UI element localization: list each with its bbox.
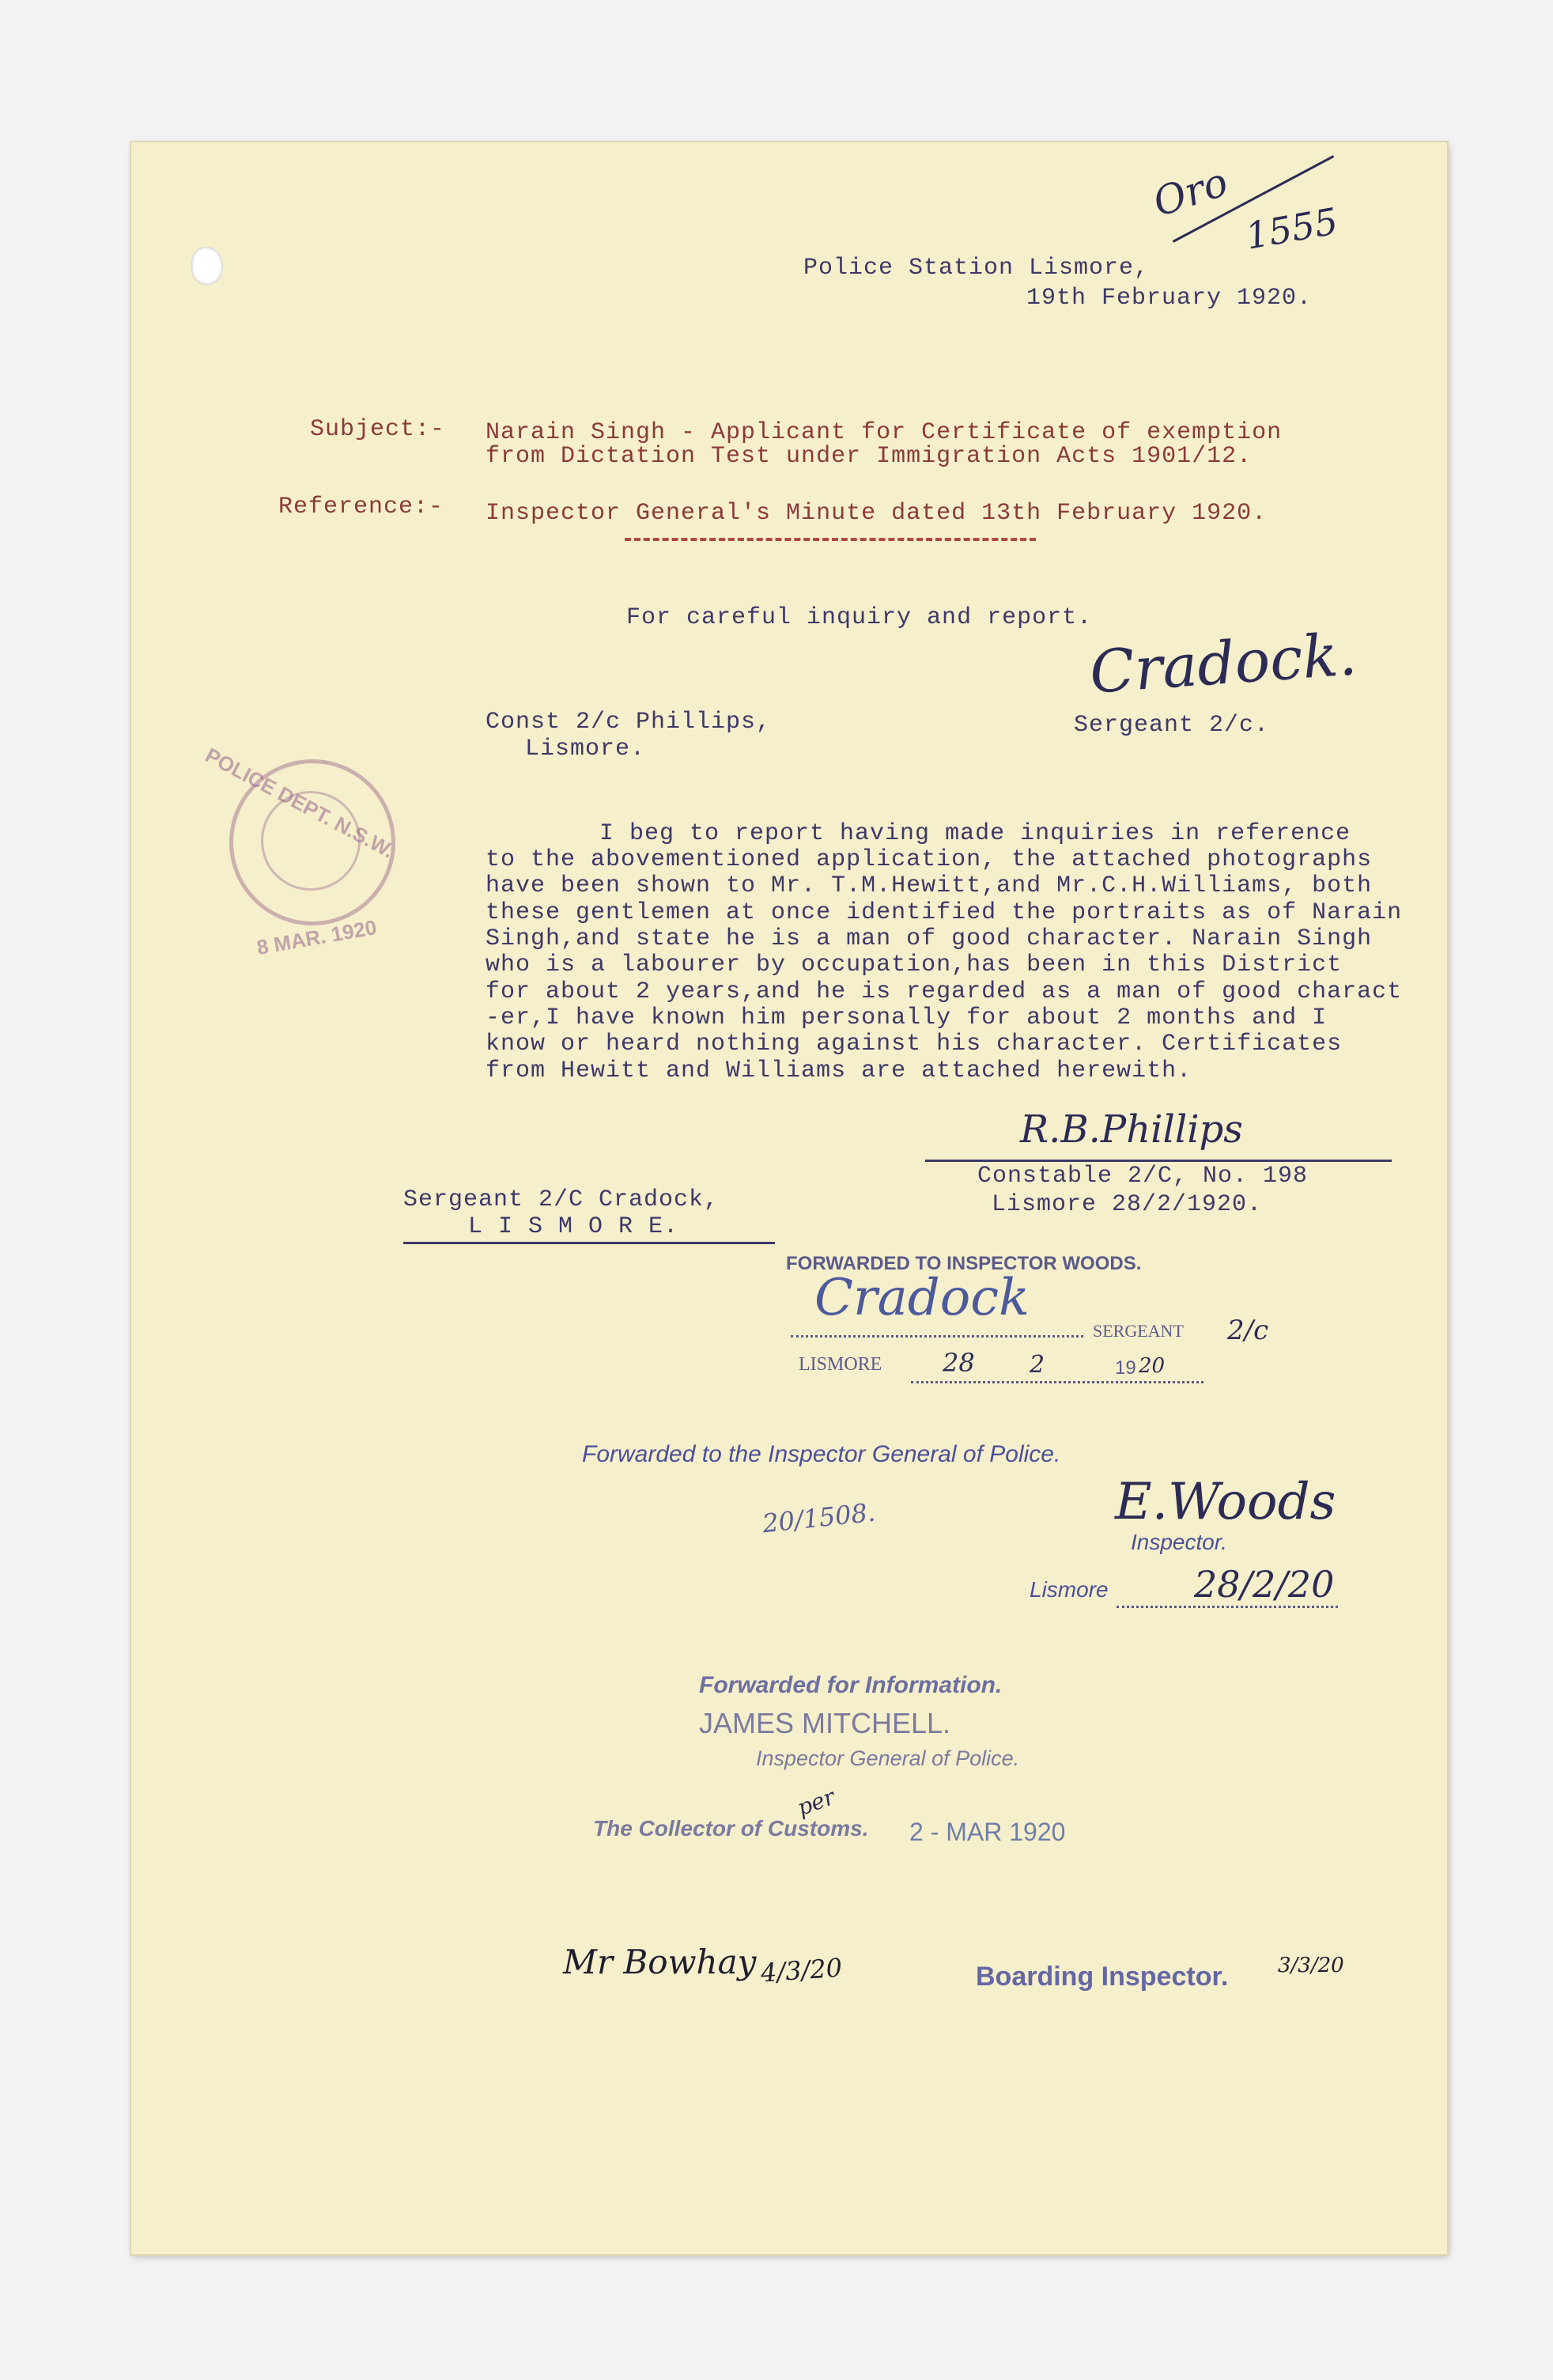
report-line: -er,I have known him personally for about 2 months and I — [486, 1005, 1328, 1031]
police-seal-date: 8 MAR. 1920 — [255, 914, 379, 960]
report-line: from Hewitt and Williams are attached herewith. — [486, 1058, 1192, 1084]
instruction-text: For careful inquiry and report. — [626, 604, 1093, 631]
forward-ig-place: Lismore — [1030, 1577, 1109, 1602]
file-note: Oro — [1147, 158, 1234, 226]
forward-info-heading: Forwarded for Information. — [699, 1672, 1003, 1698]
woods-signature: E.Woods — [1115, 1473, 1336, 1531]
minute-from: Sergeant 2/c. — [1074, 712, 1270, 739]
police-seal-text: POLICE DEPT. N.S.W. — [201, 743, 399, 863]
forward-woods-date-dots — [911, 1381, 1203, 1383]
forward-ig-heading: Forwarded to the Inspector General of Police. — [582, 1441, 1061, 1467]
report-line: these gentlemen at once identified the portraits as of Narain — [486, 899, 1403, 926]
report-line: know or heard nothing against his character. Certificates — [486, 1031, 1343, 1058]
reference-label: Reference:- — [278, 494, 444, 520]
minute-to-line-2: Lismore. — [525, 736, 646, 762]
forward-woods-year-prefix: 19 — [1115, 1357, 1136, 1379]
constable-place-date: Lismore 28/2/1920. — [992, 1191, 1263, 1218]
subject-line-1: Narain Singh - Applicant for Certificate of exemption — [486, 419, 1283, 446]
boarding-date: 3/3/20 — [1278, 1954, 1344, 1977]
forward-info-name: JAMES MITCHELL. — [699, 1707, 951, 1739]
cradock-signature-2: Cradock — [814, 1269, 1030, 1327]
forward-info-title: Inspector General of Police. — [756, 1746, 1020, 1770]
forward-ig-date-dots — [1117, 1606, 1338, 1608]
forward-info-date: 2 - MAR 1920 — [909, 1818, 1066, 1846]
report-to-line-1: Sergeant 2/C Cradock, — [403, 1186, 720, 1213]
report-to-line-2: L I S M O R E. — [468, 1213, 679, 1240]
forward-ig-rank: Inspector. — [1131, 1530, 1227, 1554]
report-line: who is a labourer by occupation,has been in this District — [486, 952, 1343, 978]
subject-line-2: from Dictation Test under Immigration Acts 1901/12. — [486, 443, 1253, 470]
bowhay-initial-date: 4/3/20 — [759, 1952, 844, 1988]
forward-info-to: The Collector of Customs. — [593, 1816, 869, 1841]
report-to-underline — [403, 1242, 775, 1244]
report-line: I beg to report having made inquiries in reference — [599, 820, 1351, 847]
constable-rank: Constable 2/C, No. 198 — [977, 1163, 1309, 1190]
forward-woods-month: 2 — [1030, 1351, 1045, 1379]
phillips-signature: R.B.Phillips — [1020, 1107, 1243, 1152]
reference-underline — [625, 538, 1036, 541]
boarding-inspector-stamp: Boarding Inspector. — [976, 1962, 1229, 1992]
forward-woods-year: 20 — [1139, 1354, 1166, 1378]
reference-text: Inspector General's Minute dated 13th February 1920. — [486, 500, 1268, 527]
report-line: have been shown to Mr. T.M.Hewitt,and Mr.C.H.Williams, both — [486, 872, 1373, 899]
file-number: 1555 — [1242, 199, 1341, 258]
report-line: to the abovementioned application, the attached photographs — [486, 846, 1373, 873]
forward-woods-place: LISMORE — [799, 1354, 882, 1375]
subject-label: Subject:- — [310, 416, 446, 443]
report-line: Singh,and state he is a man of good character. Narain Singh — [486, 925, 1373, 952]
signature-rule — [925, 1160, 1392, 1162]
forward-woods-rank: SERGEANT — [1093, 1321, 1184, 1341]
forward-woods-day: 28 — [943, 1348, 975, 1378]
bowhay-note: Mr Bowhay — [563, 1943, 757, 1981]
forward-woods-heading: FORWARDED TO INSPECTOR WOODS. — [786, 1253, 1142, 1274]
header-date: 19th February 1920. — [1026, 285, 1313, 312]
forward-woods-rank-hand: 2/c — [1227, 1315, 1269, 1346]
forward-ig-file-ref: 20/1508. — [761, 1496, 877, 1539]
cradock-signature: Cradock. — [1087, 620, 1359, 707]
punch-hole — [191, 247, 223, 285]
report-line: for about 2 years,and he is regarded as a man of good charact — [486, 978, 1403, 1005]
forward-ig-date: 28/2/20 — [1194, 1563, 1335, 1606]
minute-to-line-1: Const 2/c Phillips, — [486, 709, 772, 736]
forward-woods-signature-dots — [791, 1335, 1083, 1338]
forward-info-handnote: per — [793, 1783, 839, 1822]
police-station: Police Station Lismore, — [803, 255, 1150, 282]
